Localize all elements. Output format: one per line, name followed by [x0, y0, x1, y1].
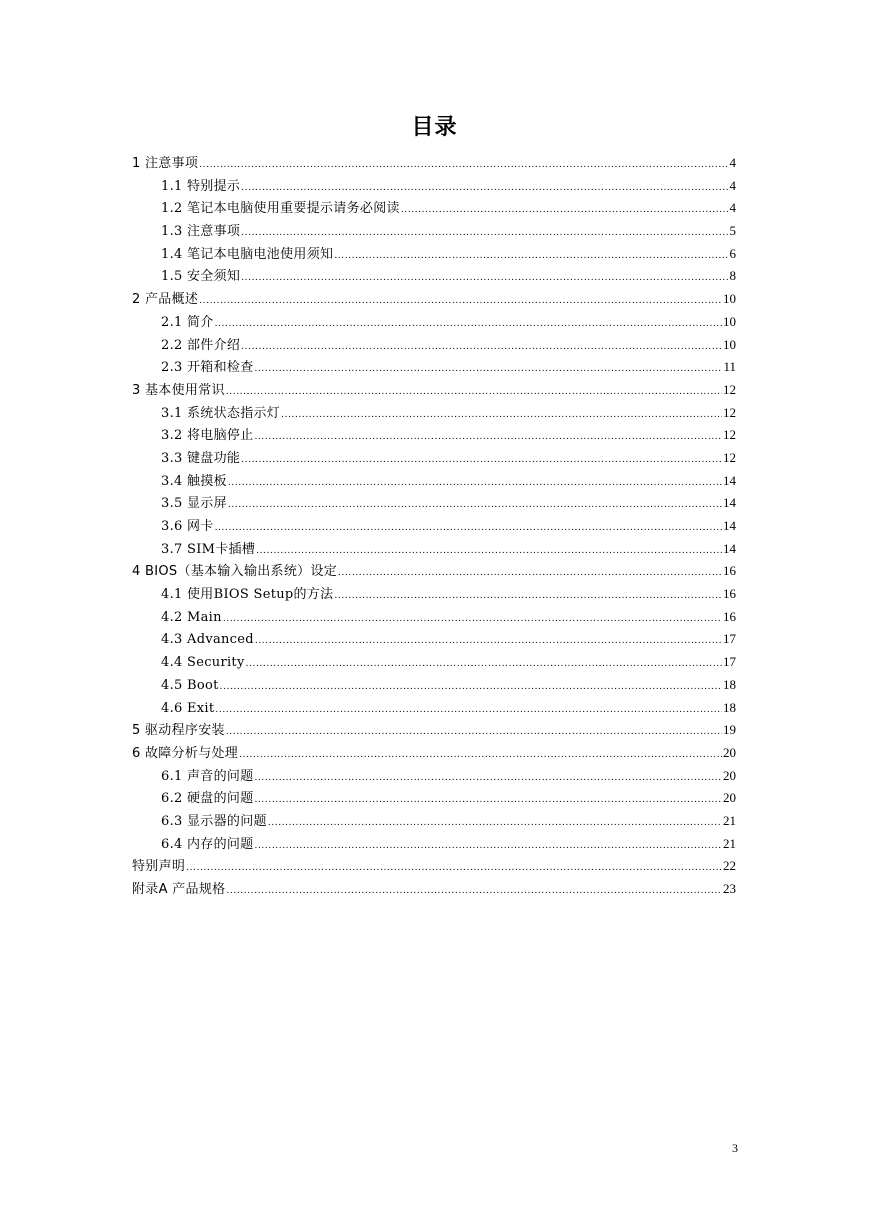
toc-dot-leader	[226, 381, 722, 404]
toc-entry-label: 6.2 硬盘的问题	[161, 791, 254, 807]
toc-dot-leader	[241, 222, 728, 245]
toc-entry[interactable]	[132, 152, 736, 175]
toc-dot-leader	[255, 358, 723, 381]
toc-dot-leader	[226, 721, 722, 744]
toc-entry-page: 11	[723, 359, 736, 375]
toc-entry-label: 6.1 声音的问题	[161, 768, 254, 784]
toc-entry-page: 10	[723, 291, 736, 307]
toc-entry-page: 20	[723, 790, 736, 806]
toc-entry[interactable]	[132, 334, 736, 357]
toc-dot-leader	[226, 880, 722, 903]
toc-entry-page: 6	[729, 245, 736, 261]
toc-entry-page: 18	[723, 676, 736, 692]
toc-entry-page: 14	[723, 540, 736, 556]
toc-dot-leader	[241, 267, 728, 290]
toc-entry[interactable]	[132, 265, 736, 288]
toc-entry[interactable]	[132, 243, 736, 266]
toc-entry[interactable]	[132, 356, 736, 379]
toc-entry-page: 21	[723, 812, 736, 828]
toc-entry-page: 14	[723, 495, 736, 511]
toc-entry-page: 4	[729, 177, 736, 193]
page-number: 3	[732, 1141, 738, 1155]
toc-dot-leader	[241, 449, 722, 472]
toc-entry-page: 17	[723, 654, 736, 670]
toc-entry-page: 12	[723, 404, 736, 420]
toc-dot-leader	[239, 744, 722, 767]
toc-dot-leader	[228, 472, 722, 495]
toc-entry-page: 23	[723, 881, 736, 896]
toc-entry-label: 3.2 将电脑停止	[161, 428, 254, 444]
toc-entry-label: 3.1 系统状态指示灯	[161, 405, 281, 421]
toc-entry-page: 16	[723, 586, 736, 602]
toc-entry[interactable]	[132, 424, 736, 447]
toc-dot-leader	[401, 199, 729, 222]
toc-entry[interactable]	[132, 855, 736, 878]
table-of-contents	[132, 152, 736, 901]
toc-entry-page: 20	[723, 767, 736, 783]
toc-entry-label: 1.2 笔记本电脑使用重要提示请务必阅读	[161, 201, 400, 217]
toc-entry-label: 3.4 触摸板	[161, 473, 227, 489]
toc-entry-label: 1.3 注意事项	[161, 224, 241, 240]
toc-entry[interactable]	[132, 311, 736, 334]
toc-entry[interactable]	[132, 538, 736, 561]
toc-entry-page: 14	[723, 472, 736, 488]
toc-dot-leader	[228, 494, 722, 517]
toc-entry-page: 5	[729, 223, 736, 239]
toc-entry[interactable]	[132, 560, 736, 583]
toc-entry[interactable]	[132, 175, 736, 198]
toc-entry[interactable]	[132, 765, 736, 788]
toc-entry-label: 4.1 使用BIOS Setup的方法	[161, 587, 334, 603]
toc-entry-label: 6 故障分析与处理	[132, 745, 239, 761]
toc-entry-page: 10	[723, 313, 736, 329]
toc-entry[interactable]	[132, 697, 736, 720]
toc-entry-label: 4.3 Advanced	[161, 632, 254, 648]
toc-entry-label: 2 产品概述	[132, 292, 199, 308]
toc-entry[interactable]	[132, 492, 736, 515]
toc-entry[interactable]	[132, 810, 736, 833]
toc-entry-page: 12	[723, 381, 736, 397]
toc-dot-leader	[255, 426, 722, 449]
toc-dot-leader	[220, 676, 722, 699]
toc-entry[interactable]	[132, 197, 736, 220]
toc-entry-label: 1.5 安全须知	[161, 269, 241, 285]
toc-entry-page: 12	[723, 449, 736, 465]
toc-entry-label: 3.3 键盘功能	[161, 450, 241, 466]
toc-entry-label: 5 驱动程序安装	[132, 723, 225, 739]
toc-entry[interactable]	[132, 379, 736, 402]
toc-dot-leader	[215, 313, 722, 336]
toc-entry-label: 1.1 特别提示	[161, 178, 241, 194]
toc-entry-page: 4	[729, 155, 736, 170]
toc-entry-label: 6.4 内存的问题	[161, 836, 254, 852]
toc-entry-label: 1.4 笔记本电脑电池使用须知	[161, 246, 334, 262]
toc-entry-label: 3.7 SIM卡插槽	[161, 541, 256, 557]
toc-dot-leader	[246, 653, 722, 676]
toc-dot-leader	[268, 812, 722, 835]
toc-entry-label: 2.1 简介	[161, 314, 214, 330]
toc-entry-page: 4	[729, 200, 736, 216]
toc-entry[interactable]	[132, 515, 736, 538]
toc-dot-leader	[334, 245, 728, 268]
toc-entry-page: 16	[723, 563, 736, 579]
toc-entry[interactable]	[132, 447, 736, 470]
toc-entry-label: 2.2 部件介绍	[161, 337, 241, 353]
toc-entry[interactable]	[132, 833, 736, 856]
toc-entry[interactable]	[132, 583, 736, 606]
toc-dot-leader	[255, 767, 722, 790]
toc-dot-leader	[223, 608, 722, 631]
toc-entry[interactable]	[132, 651, 736, 674]
toc-entry-label: 4.5 Boot	[161, 677, 219, 693]
toc-entry[interactable]	[132, 402, 736, 425]
toc-entry-label: 1 注意事项	[132, 156, 199, 171]
toc-entry-label: 3 基本使用常识	[132, 382, 225, 398]
toc-entry[interactable]	[132, 628, 736, 651]
toc-entry-label: 6.3 显示器的问题	[161, 813, 267, 829]
toc-entry-label: 4 BIOS（基本输入输出系统）设定	[132, 564, 338, 580]
toc-dot-leader	[338, 562, 722, 585]
toc-entry[interactable]	[132, 470, 736, 493]
toc-entry-page: 10	[723, 336, 736, 352]
toc-dot-leader	[186, 857, 722, 880]
toc-entry-label: 3.5 显示屏	[161, 496, 227, 512]
toc-dot-leader	[256, 540, 722, 563]
toc-entry-page: 18	[723, 699, 736, 715]
toc-dot-leader	[281, 404, 722, 427]
toc-entry[interactable]	[132, 878, 736, 901]
toc-dot-leader	[255, 835, 722, 858]
toc-entry-page: 16	[723, 608, 736, 624]
toc-dot-leader	[199, 290, 722, 313]
toc-title: 目录	[411, 115, 458, 140]
toc-entry-page: 14	[723, 518, 736, 533]
toc-dot-leader	[334, 585, 722, 608]
toc-entry-page: 21	[723, 835, 736, 851]
toc-entry-label: 附录A 产品规格	[132, 882, 226, 897]
toc-entry-label: 3.6 网卡	[161, 519, 214, 534]
toc-entry[interactable]	[132, 606, 736, 629]
toc-entry-label: 特别声明	[132, 859, 186, 875]
toc-entry-label: 4.6 Exit	[161, 700, 215, 716]
toc-entry-label: 2.3 开箱和检查	[161, 360, 254, 376]
toc-entry[interactable]	[132, 220, 736, 243]
toc-dot-leader	[241, 177, 728, 200]
toc-entry-page: 8	[729, 268, 736, 284]
toc-entry[interactable]	[132, 674, 736, 697]
toc-dot-leader	[255, 630, 722, 653]
toc-dot-leader	[215, 517, 722, 540]
toc-entry[interactable]	[132, 719, 736, 742]
toc-dot-leader	[199, 154, 728, 177]
toc-entry-label: 4.4 Security	[161, 655, 245, 671]
toc-entry[interactable]	[132, 288, 736, 311]
toc-dot-leader	[241, 336, 722, 359]
toc-entry-page: 20	[723, 744, 736, 760]
toc-entry[interactable]	[132, 787, 736, 810]
toc-entry-page: 19	[723, 722, 736, 738]
toc-entry-page: 22	[723, 858, 736, 874]
toc-dot-leader	[255, 789, 722, 812]
toc-entry-page: 12	[723, 427, 736, 443]
toc-entry-label: 4.2 Main	[161, 609, 222, 625]
toc-entry-page: 17	[723, 631, 736, 647]
toc-dot-leader	[215, 699, 722, 722]
toc-entry[interactable]	[132, 742, 736, 765]
